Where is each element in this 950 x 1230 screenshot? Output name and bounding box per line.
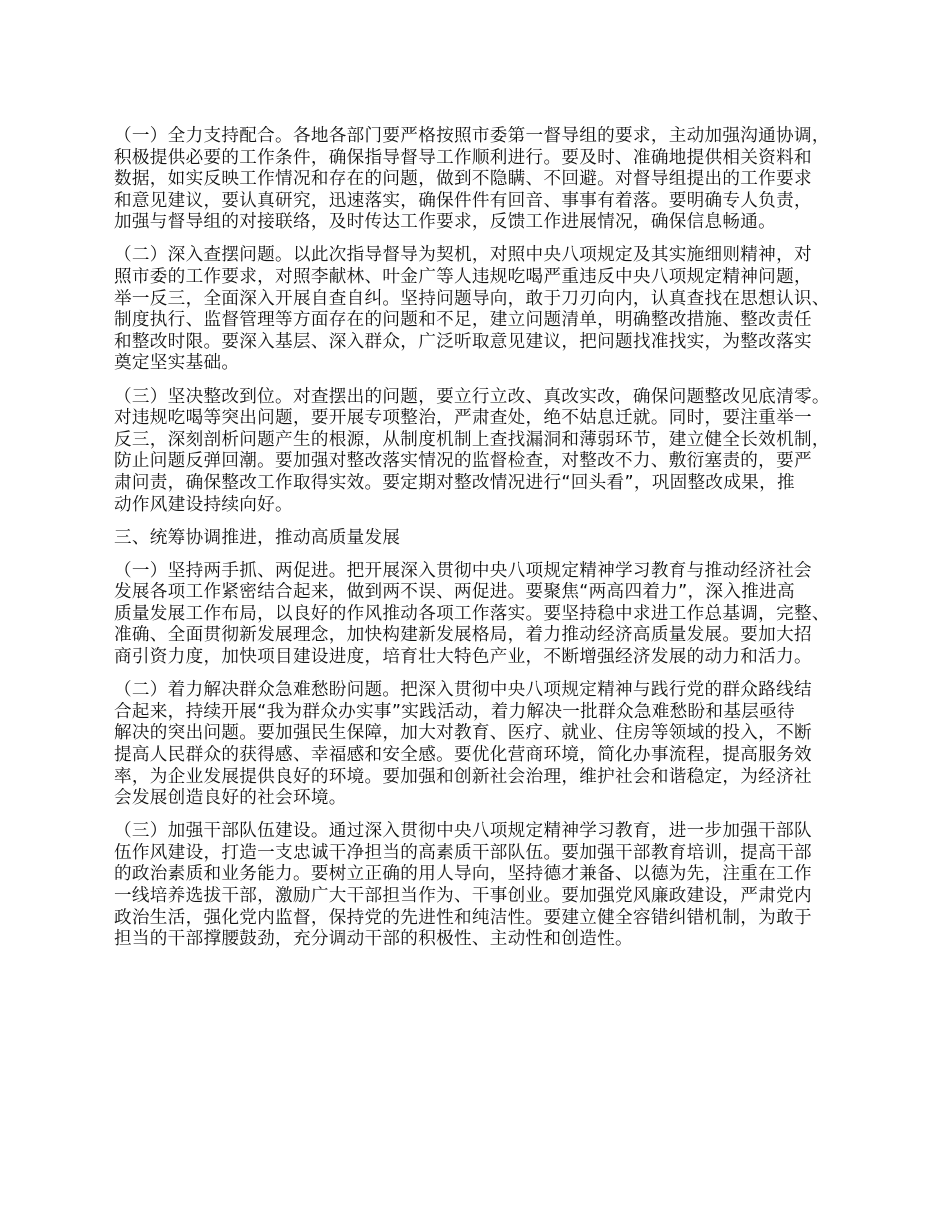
text-line: 和意见建议，要认真研究，迅速落实，确保件件有回音、事事有着落。要明确专人负责， <box>114 190 812 211</box>
text-line: 合起来，持续开展“我为群众办实事”实践活动，着力解决一批群众急难愁盼和基层亟待 <box>114 701 795 722</box>
text-line: 数据，如实反映工作情况和存在的问题，做到不隐瞒、不回避。对督导组提出的工作要求 <box>114 169 812 190</box>
text-line: 奠定坚实基础。 <box>114 353 240 374</box>
text-line: 肃问责，确保整改工作取得实效。要定期对整改情况进行“回头看”，巩固整改成果，推 <box>114 472 795 493</box>
text-line: 反三，深刻剖析问题产生的根源，从制度机制上查找漏洞和薄弱环节，建立健全长效机制， <box>114 429 830 450</box>
text-line: 三、统筹协调推进，推动高质量发展 <box>114 527 401 548</box>
paragraph <box>114 821 874 951</box>
paragraph <box>114 387 874 517</box>
text-line: 政治生活，强化党内监督，保持党的先进性和纯洁性。要建立健全容错纠错机制，为敢于 <box>114 907 812 928</box>
text-line: 商引资力度，加快项目建设进度，培育壮大特色产业，不断增强经济发展的动力和活力。 <box>114 647 812 668</box>
text-line: 伍作风建设，打造一支忠诚干净担当的高素质干部队伍。要加强干部教育培训，提高干部 <box>114 842 812 863</box>
text-line: 制度执行、监督管理等方面存在的问题和不足，建立问题清单，明确整改措施、整改责任 <box>114 310 812 331</box>
document-page <box>114 126 874 962</box>
section-heading <box>114 528 874 550</box>
text-line: 担当的干部撑腰鼓劲，充分调动干部的积极性、主动性和创造性。 <box>114 929 633 950</box>
text-line: 一线培养选拔干部，激励广大干部担当作为、干事创业。要加强党风廉政建设，严肃党内 <box>114 886 812 906</box>
text-line: 提高人民群众的获得感、幸福感和安全感。要优化营商环境，简化办事流程，提高服务效 <box>114 744 812 765</box>
text-line: 质量发展工作布局，以良好的作风推动各项工作落实。要坚持稳中求进工作总基调，完整、 <box>114 603 830 624</box>
paragraph <box>114 680 874 810</box>
text-line: （二）深入查摆问题。以此次指导督导为契机，对照中央八项规定及其实施细则精神，对 <box>114 245 812 266</box>
text-line: 举一反三，全面深入开展自查自纠。坚持问题导向，敢于刀刃向内，认真查找在思想认识、 <box>114 288 830 309</box>
text-line: 加强与督导组的对接联络，及时传达工作要求，反馈工作进展情况，确保信息畅通。 <box>114 212 777 233</box>
text-line: （一）全力支持配合。各地各部门要严格按照市委第一督导组的要求，主动加强沟通协调， <box>114 126 830 146</box>
text-line: （一）坚持两手抓、两促进。把开展深入贯彻中央八项规定精神学习教育与推动经济社会 <box>114 560 812 581</box>
text-line: 发展各项工作紧密结合起来，做到两不误、两促进。要聚焦“两高四着力”，深入推进高 <box>114 582 795 603</box>
text-line: 准确、全面贯彻新发展理念，加快构建新发展格局，着力推动经济高质量发展。要加大招 <box>114 625 812 646</box>
text-line: 的政治素质和业务能力。要树立正确的用人导向，坚持德才兼备、以德为先，注重在工作 <box>114 864 812 885</box>
text-line: 对违规吃喝等突出问题，要开展专项整治，严肃查处，绝不姑息迁就。同时，要注重举一 <box>114 408 812 429</box>
text-line: 解决的突出问题。要加强民生保障，加大对教育、医疗、就业、住房等领域的投入，不断 <box>114 723 812 744</box>
text-line: （三）加强干部队伍建设。通过深入贯彻中央八项规定精神学习教育，进一步加强干部队 <box>114 821 812 842</box>
text-line: 和整改时限。要深入基层、深入群众，广泛听取意见建议，把问题找准找实，为整改落实 <box>114 331 812 352</box>
paragraph <box>114 126 874 234</box>
text-line: 积极提供必要的工作条件，确保指导督导工作顺利进行。要及时、准确地提供相关资料和 <box>114 147 812 168</box>
paragraph <box>114 561 874 669</box>
text-line: （三）坚决整改到位。对查摆出的问题，要立行立改、真改实改，确保问题整改见底清零。 <box>114 386 830 407</box>
paragraph <box>114 245 874 375</box>
text-line: 率，为企业发展提供良好的环境。要加强和创新社会治理，维护社会和谐稳定，为经济社 <box>114 766 812 787</box>
text-line: 会发展创造良好的社会环境。 <box>114 788 347 809</box>
text-line: （二）着力解决群众急难愁盼问题。把深入贯彻中央八项规定精神与践行党的群众路线结 <box>114 680 812 701</box>
text-line: 动作风建设持续向好。 <box>114 494 293 515</box>
text-line: 防止问题反弹回潮。要加强对整改落实情况的监督检查，对整改不力、敷衍塞责的，要严 <box>114 451 812 472</box>
text-line: 照市委的工作要求，对照李献林、叶金广等人违规吃喝严重违反中央八项规定精神问题， <box>114 267 812 288</box>
